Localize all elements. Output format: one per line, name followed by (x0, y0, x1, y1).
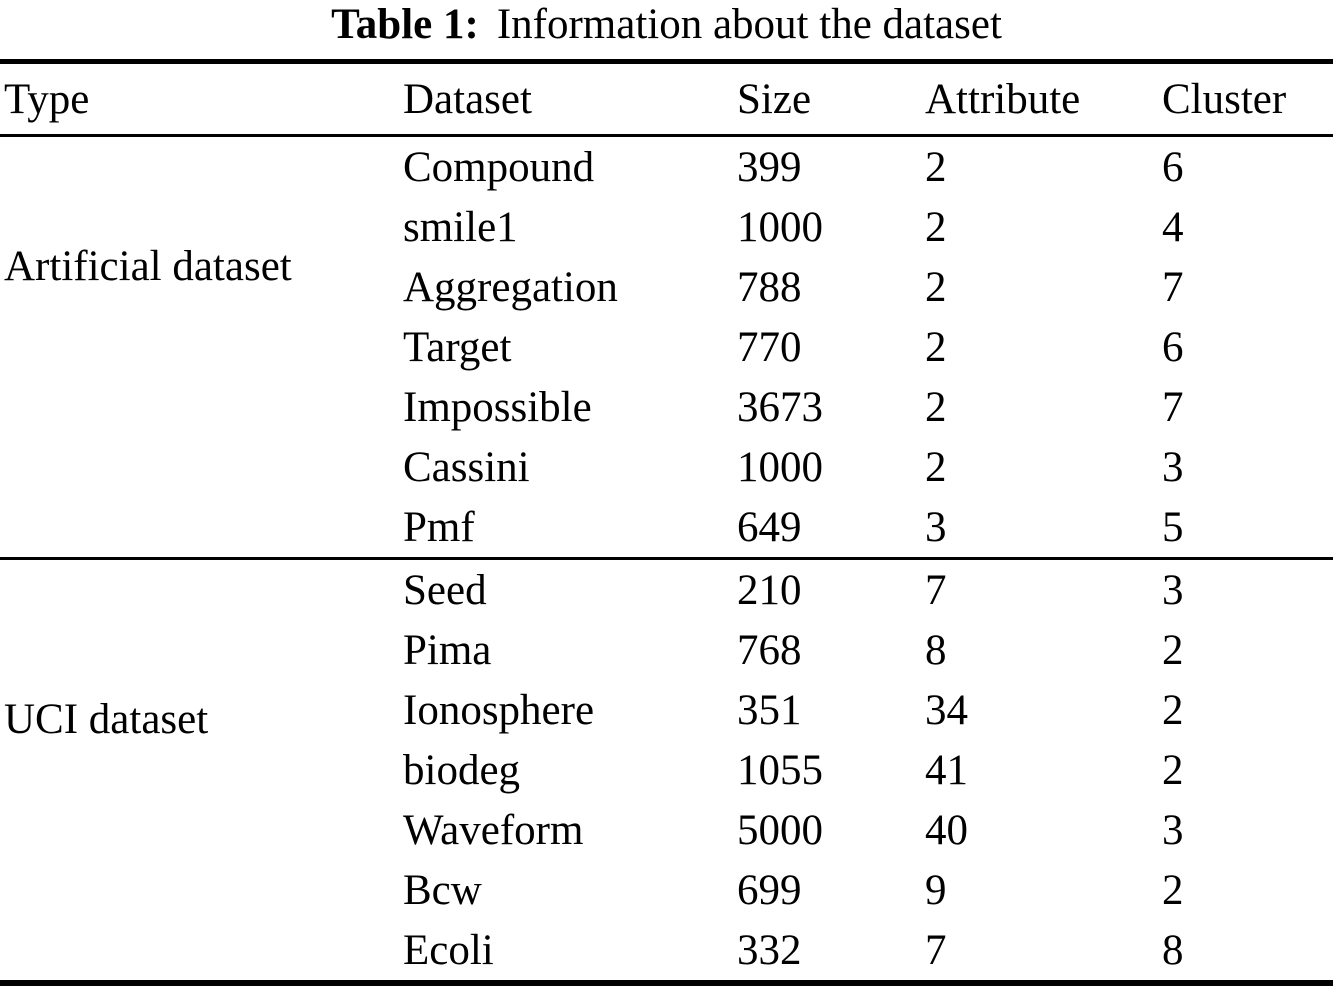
cell-cluster: 7 (1162, 383, 1184, 431)
cell-cluster: 5 (1162, 503, 1184, 551)
table-caption-label: Table 1: (331, 1, 479, 48)
cell-attribute: 9 (925, 866, 947, 914)
cell-dataset: Pima (403, 626, 492, 674)
cell-cluster: 3 (1162, 443, 1184, 491)
table-caption-text: Information about the dataset (496, 1, 1002, 48)
cell-size: 1055 (737, 746, 823, 794)
cell-cluster: 3 (1162, 806, 1184, 854)
cell-attribute: 40 (925, 806, 968, 854)
column-header-attribute: Attribute (925, 75, 1081, 123)
cell-size: 1000 (737, 443, 823, 491)
cell-size: 5000 (737, 806, 823, 854)
cell-attribute: 2 (925, 143, 947, 191)
table-row (0, 559, 1333, 621)
cell-dataset: smile1 (403, 203, 518, 251)
cell-cluster: 2 (1162, 866, 1184, 914)
cell-size: 351 (737, 686, 802, 734)
column-header-dataset: Dataset (403, 75, 532, 123)
cell-size: 649 (737, 503, 802, 551)
cell-dataset: Waveform (403, 806, 584, 854)
column-header-cluster: Cluster (1162, 75, 1287, 123)
cell-attribute: 2 (925, 263, 947, 311)
column-header-type: Type (4, 75, 90, 123)
type-label: Artificial dataset (4, 242, 292, 290)
cell-size: 699 (737, 866, 802, 914)
cell-cluster: 6 (1162, 143, 1184, 191)
cell-attribute: 41 (925, 746, 968, 794)
cell-attribute: 2 (925, 203, 947, 251)
cell-attribute: 2 (925, 383, 947, 431)
cell-dataset: Pmf (403, 503, 475, 551)
cell-dataset: Seed (403, 566, 487, 614)
cell-attribute: 8 (925, 626, 947, 674)
cell-size: 210 (737, 566, 802, 614)
cell-dataset: Ionosphere (403, 686, 595, 734)
table-caption (0, 0, 1333, 59)
cell-attribute: 7 (925, 926, 947, 974)
section-uci-dataset (0, 559, 1333, 984)
dataset-info-table (0, 59, 1333, 986)
cell-dataset: Aggregation (403, 263, 618, 311)
cell-dataset: Ecoli (403, 926, 494, 974)
cell-attribute: 3 (925, 503, 947, 551)
cell-size: 788 (737, 263, 802, 311)
cell-size: 332 (737, 926, 802, 974)
cell-cluster: 6 (1162, 323, 1184, 371)
cell-size: 1000 (737, 203, 823, 251)
cell-cluster: 8 (1162, 926, 1184, 974)
cell-cluster: 2 (1162, 686, 1184, 734)
type-label: UCI dataset (4, 695, 209, 743)
cell-cluster: 4 (1162, 203, 1184, 251)
column-header-size: Size (737, 75, 812, 123)
cell-size: 3673 (737, 383, 823, 431)
cell-dataset: Compound (403, 143, 595, 191)
cell-cluster: 2 (1162, 746, 1184, 794)
cell-cluster: 3 (1162, 566, 1184, 614)
table-header (0, 62, 1333, 136)
cell-cluster: 7 (1162, 263, 1184, 311)
cell-size: 399 (737, 143, 802, 191)
cell-dataset: biodeg (403, 746, 521, 794)
table-row (0, 136, 1333, 198)
cell-dataset: Cassini (403, 443, 530, 491)
type-cell-uci (0, 559, 403, 984)
cell-dataset: Bcw (403, 866, 482, 914)
section-artificial-dataset (0, 136, 1333, 559)
cell-dataset: Target (403, 323, 512, 371)
type-cell-artificial (0, 136, 403, 559)
cell-size: 770 (737, 323, 802, 371)
cell-attribute: 34 (925, 686, 968, 734)
cell-dataset: Impossible (403, 383, 592, 431)
cell-attribute: 2 (925, 443, 947, 491)
cell-attribute: 7 (925, 566, 947, 614)
header-row (0, 62, 1333, 136)
cell-attribute: 2 (925, 323, 947, 371)
cell-size: 768 (737, 626, 802, 674)
cell-cluster: 2 (1162, 626, 1184, 674)
